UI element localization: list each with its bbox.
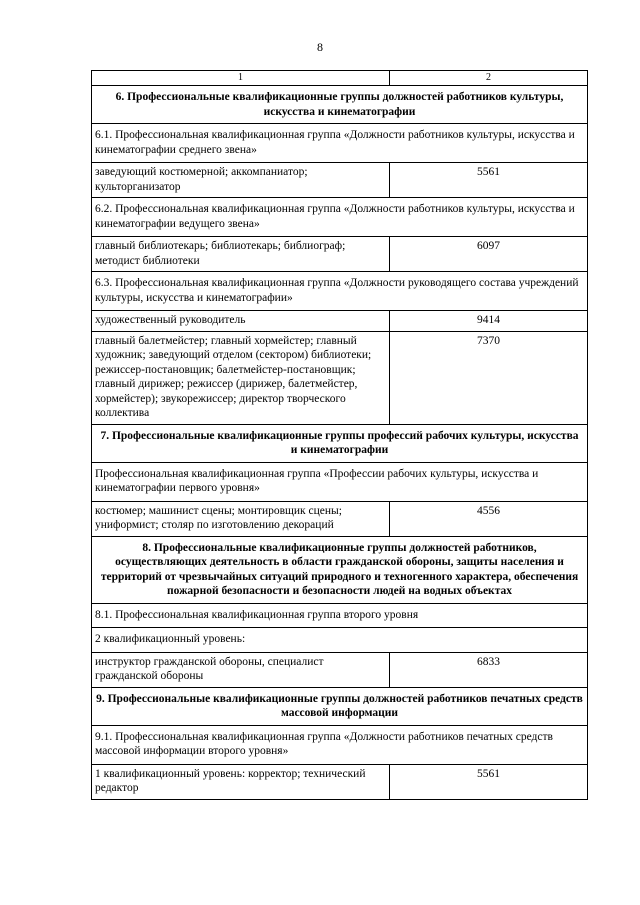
salary-value-cell: 7370	[390, 331, 588, 424]
group-heading-6: 6. Профессиональные квалификационные группы должностей работников культуры, искусства и кинематографии	[92, 86, 588, 124]
position-cell: заведующий костюмерной; аккомпаниатор; культорганизатор	[92, 163, 390, 198]
position-cell: главный библиотекарь; библиотекарь; библиограф; методист библиотеки	[92, 237, 390, 272]
table-row	[92, 603, 588, 628]
table-row	[92, 652, 588, 687]
table-row	[92, 764, 588, 799]
group-heading-9: 9. Профессиональные квалификационные группы должностей работников печатных средств массовой информации	[92, 687, 588, 725]
table-row	[92, 163, 588, 198]
salary-value-cell: 4556	[390, 501, 588, 536]
subgroup-title-6-2: 6.2. Профессиональная квалификационная группа «Должности работников культуры, искусства и кинематографии ведущего звена»	[92, 198, 588, 237]
group-heading-8: 8. Профессиональные квалификационные группы должностей работников, осуществляющих деятельность в области гражданской обороны, защиты населения и территорий от чрезвычайных ситуаций природного и техногенного характера, обеспечения пожарной безопасности и безопасности людей на водных объектах	[92, 536, 588, 603]
salary-value-cell: 6097	[390, 237, 588, 272]
table-row	[92, 628, 588, 653]
column-number-1: 1	[92, 71, 390, 86]
subgroup-title-6-1: 6.1. Профессиональная квалификационная группа «Должности работников культуры, искусства и кинематографии среднего звена»	[92, 124, 588, 163]
position-cell: художественный руководитель	[92, 311, 390, 332]
table-row	[92, 725, 588, 764]
table-row	[92, 86, 588, 124]
column-number-2: 2	[390, 71, 588, 86]
position-cell: главный балетмейстер; главный хормейстер; главный художник; заведующий отделом (сектором) библиотеки; режиссер-постановщик; балетмейстер-постановщик; главный дирижер; режиссер (дирижер, балетмейстер, хормейстер); звукорежиссер; директор творческого коллектива	[92, 331, 390, 424]
table-row	[92, 462, 588, 501]
salary-value-cell: 5561	[390, 764, 588, 799]
qualification-level-title: 2 квалификационный уровень:	[92, 628, 588, 653]
group-heading-7: 7. Профессиональные квалификационные группы профессий рабочих культуры, искусства и кинематографии	[92, 424, 588, 462]
salary-table	[91, 70, 588, 800]
table-row	[92, 311, 588, 332]
subgroup-title-9-1: 9.1. Профессиональная квалификационная группа «Должности работников печатных средств массовой информации второго уровня»	[92, 725, 588, 764]
subgroup-title-8-1: 8.1. Профессиональная квалификационная группа второго уровня	[92, 603, 588, 628]
table-row	[92, 237, 588, 272]
table-row	[92, 424, 588, 462]
column-number-row	[92, 71, 588, 86]
table-row	[92, 198, 588, 237]
table-row	[92, 331, 588, 424]
position-cell: костюмер; машинист сцены; монтировщик сцены; униформист; столяр по изготовлению декораций	[92, 501, 390, 536]
table-row	[92, 272, 588, 311]
table-row	[92, 124, 588, 163]
position-cell: инструктор гражданской обороны, специалист гражданской обороны	[92, 652, 390, 687]
position-cell: 1 квалификационный уровень: корректор; технический редактор	[92, 764, 390, 799]
subgroup-title-6-3: 6.3. Профессиональная квалификационная группа «Должности руководящего состава учреждений культуры, искусства и кинематографии»	[92, 272, 588, 311]
table-row	[92, 687, 588, 725]
salary-value-cell: 6833	[390, 652, 588, 687]
salary-value-cell: 5561	[390, 163, 588, 198]
salary-value-cell: 9414	[390, 311, 588, 332]
page-number: 8	[317, 40, 323, 54]
subgroup-title-7: Профессиональная квалификационная группа «Профессии рабочих культуры, искусства и кинематографии первого уровня»	[92, 462, 588, 501]
table-row	[92, 536, 588, 603]
table-row	[92, 501, 588, 536]
